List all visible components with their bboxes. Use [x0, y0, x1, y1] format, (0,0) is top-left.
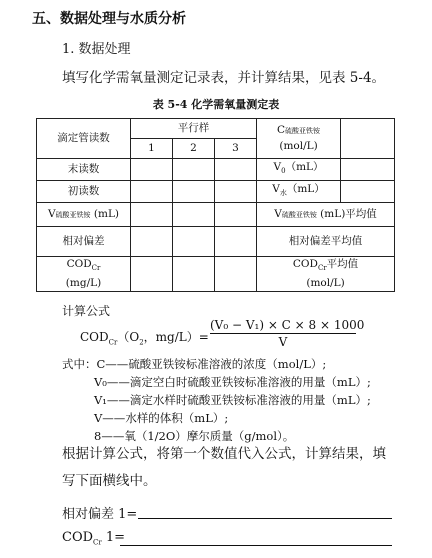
table-cell[interactable]	[215, 159, 257, 181]
label-v-water: $V_水(mL)$	[257, 181, 341, 203]
header-parallel-samples: 平行样	[131, 119, 257, 139]
definition-v: V——水样的体积（mL）;	[94, 411, 229, 425]
table-cell[interactable]	[131, 203, 173, 227]
calc-label: 计算公式	[62, 304, 111, 318]
header-burette-reading: 滴定管读数	[37, 119, 131, 159]
label-cod-average: $COD_{Cr}$平均值 (mol/L)	[257, 257, 395, 292]
row-label-final-reading: 末读数	[37, 159, 131, 181]
header-sample-3: 3	[215, 139, 257, 159]
fill-relative-deviation-label: 相对偏差 1=	[62, 507, 138, 522]
table-cell[interactable]	[341, 159, 395, 181]
formula-denominator: V	[278, 335, 288, 349]
formula-fraction	[210, 318, 365, 349]
definition-v0: V₀——滴定空白时硫酸亚铁铵标准溶液的用量（mL）;	[94, 375, 371, 389]
fill-cod-label: $COD_{Cr}$ 1=	[62, 530, 126, 547]
header-sample-1: 1	[131, 139, 173, 159]
intro-paragraph: 填写化学需氧量测定记录表，并计算结果，见表 5-4。	[62, 70, 386, 86]
table-cell[interactable]	[215, 181, 257, 203]
cod-record-table	[36, 118, 395, 292]
label-volume-average: V硫酸亚铁铵 (mL)平均值	[257, 203, 395, 227]
section-heading: 五、数据处理与水质分析	[32, 11, 186, 27]
table-cell[interactable]	[131, 257, 173, 292]
instruction-line-2: 写下面横线中。	[62, 473, 157, 489]
table-cell[interactable]	[215, 203, 257, 227]
table-cell[interactable]	[173, 203, 215, 227]
table-cell[interactable]	[215, 257, 257, 292]
cell-concentration-value[interactable]	[341, 119, 395, 159]
instruction-line-1: 根据计算公式，将第一个数值代入公式，计算结果，填	[62, 446, 386, 462]
table-cell[interactable]	[173, 159, 215, 181]
table-cell[interactable]	[341, 181, 395, 203]
subsection-heading: 1. 数据处理	[62, 42, 131, 57]
header-sample-2: 2	[173, 139, 215, 159]
label-relative-deviation-average: 相对偏差平均值	[257, 227, 395, 257]
fill-relative-deviation-line[interactable]	[138, 518, 392, 519]
formula-lhs: $COD_{Cr}(O_2$，mg/L）=	[80, 330, 209, 347]
table-cell[interactable]	[173, 227, 215, 257]
table-cell[interactable]	[173, 257, 215, 292]
header-concentration: C硫酸亚铁铵 (mol/L)	[257, 119, 341, 159]
table-cell[interactable]	[131, 159, 173, 181]
row-label-initial-reading: 初读数	[37, 181, 131, 203]
row-label-volume-used: V硫酸亚铁铵 (mL)	[37, 203, 131, 227]
row-label-cod: $COD_{Cr}$ (mg/L)	[37, 257, 131, 292]
row-label-relative-deviation: 相对偏差	[37, 227, 131, 257]
label-v0: $V_0(mL)$	[257, 159, 341, 181]
table-cell[interactable]	[215, 227, 257, 257]
table-caption: 表 5-4 化学需氧量测定表	[152, 98, 280, 111]
definition-8: 8——氧（1/2O）摩尔质量（g/mol）。	[94, 429, 295, 443]
table-cell[interactable]	[173, 181, 215, 203]
formula-numerator: (V₀ − V₁) × C × 8 × 1000	[210, 318, 365, 332]
table-cell[interactable]	[131, 181, 173, 203]
definition-c: 式中：C——硫酸亚铁铵标准溶液的浓度（mol/L）;	[62, 357, 327, 371]
fill-cod-line[interactable]	[120, 545, 392, 546]
table-cell[interactable]	[131, 227, 173, 257]
definition-v1: V₁——滴定水样时硫酸亚铁铵标准溶液的用量（mL）;	[94, 393, 371, 407]
